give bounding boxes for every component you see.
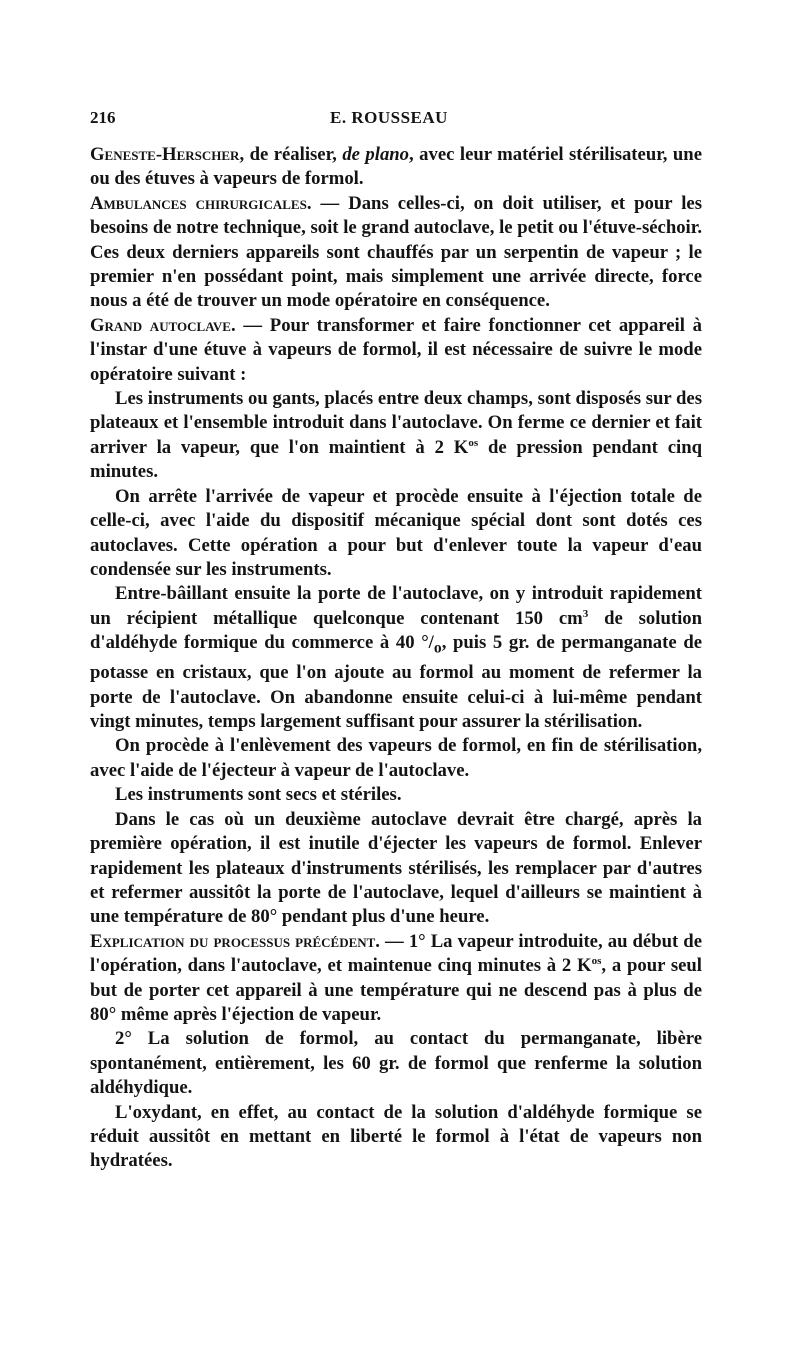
paragraph-text: L'oxydant, en effet, au contact de la solution d'aldéhyde formique se réduit aussitôt en mettant en liberté le formol à l'état de vapeurs non hydratées. — [90, 1101, 702, 1172]
paragraph-10 — [90, 930, 702, 1028]
paragraph-text: 2° La solution de formol, au contact du permanganate, libère spontanément, entièrement, les 60 gr. de formol que renferme la solution aldéhydique. — [90, 1028, 702, 1099]
superscript: os — [591, 954, 602, 967]
paragraph-text: Les instruments ou gants, placés entre deux champs, sont disposés sur des plateaux et l'ensemble introduit dans l'autoclave. On ferme ce dernier et fait arriver la vapeur, que l'on maintient à 2 K — [90, 388, 702, 458]
paragraph-lead: Grand autoclave. — [90, 314, 236, 336]
paragraph-text: Les instruments sont secs et stériles. — [115, 784, 402, 806]
paragraph-4 — [90, 387, 702, 485]
paragraph-text: Dans le cas où un deuxième autoclave devrait être chargé, après la première opération, il est inutile d'éjecter les vapeurs de formol. Enlever rapidement les plateaux d'instruments stérilisés, les remplacer par d'autres et refermer aussitôt la porte de l'autoclave, lequel d'ailleurs se maintient à une température de 80° pendant plus d'une heure. — [90, 808, 702, 928]
paragraph-text: , puis 5 gr. de permanganate de potasse en cristaux, que l'on ajoute au formol au moment de refermer la porte de l'autoclave. On abandonne ensuite celui-ci à lui-même pendant vingt minutes, temps largement suffisant pour assurer la stérilisation. — [90, 632, 703, 733]
paragraph-7 — [90, 734, 702, 783]
paragraph-text: , de réaliser, — [239, 144, 343, 165]
paragraph-3 — [90, 314, 702, 387]
paragraph-11 — [90, 1027, 702, 1100]
running-head: E. ROUSSEAU — [330, 108, 448, 127]
paragraph-lead: Ambulances chirurgicales. — [90, 192, 312, 214]
superscript: os — [468, 436, 479, 449]
paragraph-text: — Pour transformer et faire fonctionner cet appareil à l'instar d'une étuve à vapeurs de formol, il est nécessaire de suivre le mode opératoire suivant : — [90, 314, 702, 385]
paragraph-text: Entre-bâillant ensuite la porte de l'autoclave, on y introduit rapidement un récipient métallique quelconque contenant 150 cm — [90, 583, 702, 629]
body-text — [90, 143, 702, 1174]
paragraph-text: On procède à l'enlèvement des vapeurs de formol, en fin de stérilisation, avec l'aide de l'éjecteur à vapeur de l'autoclave. — [90, 735, 702, 781]
paragraph-text: de pression pendant cinq minutes. — [90, 436, 702, 483]
paragraph-text: de solution d'aldéhyde formique du commerce à 40 °/ — [90, 607, 702, 654]
paragraph-2 — [90, 192, 702, 314]
paragraph-text: — Dans celles-ci, on doit utiliser, et pour les besoins de notre technique, soit le grand autoclave, le petit ou l'étuve-séchoir. Ces deux derniers appareils sont chauffés par un serpentin de vapeur ; le premier n'en possédant point, mais simplement une arrivée directe, force nous a été de trouver un mode opératoire en conséquence. — [90, 192, 703, 312]
paragraph-12 — [90, 1101, 702, 1174]
paragraph-text: , avec leur matériel stérilisateur, une ou des étuves à vapeurs de formol. — [90, 144, 702, 190]
paragraph-lead: Geneste-Herscher — [90, 144, 240, 165]
paragraph-italic: de plano — [342, 144, 410, 165]
paragraph-text: On arrête l'arrivée de vapeur et procède ensuite à l'éjection totale de celle-ci, avec l'aide du dispositif mécanique spécial dont sont dotés ces autoclaves. Cette opération a pour but d'enlever toute la vapeur d'eau condensée sur les instruments. — [90, 485, 702, 580]
paragraph-5 — [90, 485, 702, 583]
subscript: o — [433, 639, 442, 657]
paragraph-9 — [90, 808, 702, 930]
paragraph-lead: Explication du processus précédent. — [90, 930, 380, 952]
superscript: 3 — [582, 607, 589, 620]
paragraph-1 — [90, 143, 702, 192]
paragraph-8 — [90, 783, 702, 807]
paragraph-text: — 1° La vapeur introduite, au début de l'opération, dans l'autoclave, et maintenue cinq minutes à 2 K — [90, 930, 702, 977]
paragraph-6 — [90, 582, 702, 734]
page-number: 216 — [90, 108, 116, 127]
paragraph-text: , a pour seul but de porter cet appareil à une température qui ne descend pas à plus de 80° même après l'éjection de vapeur. — [90, 955, 702, 1025]
